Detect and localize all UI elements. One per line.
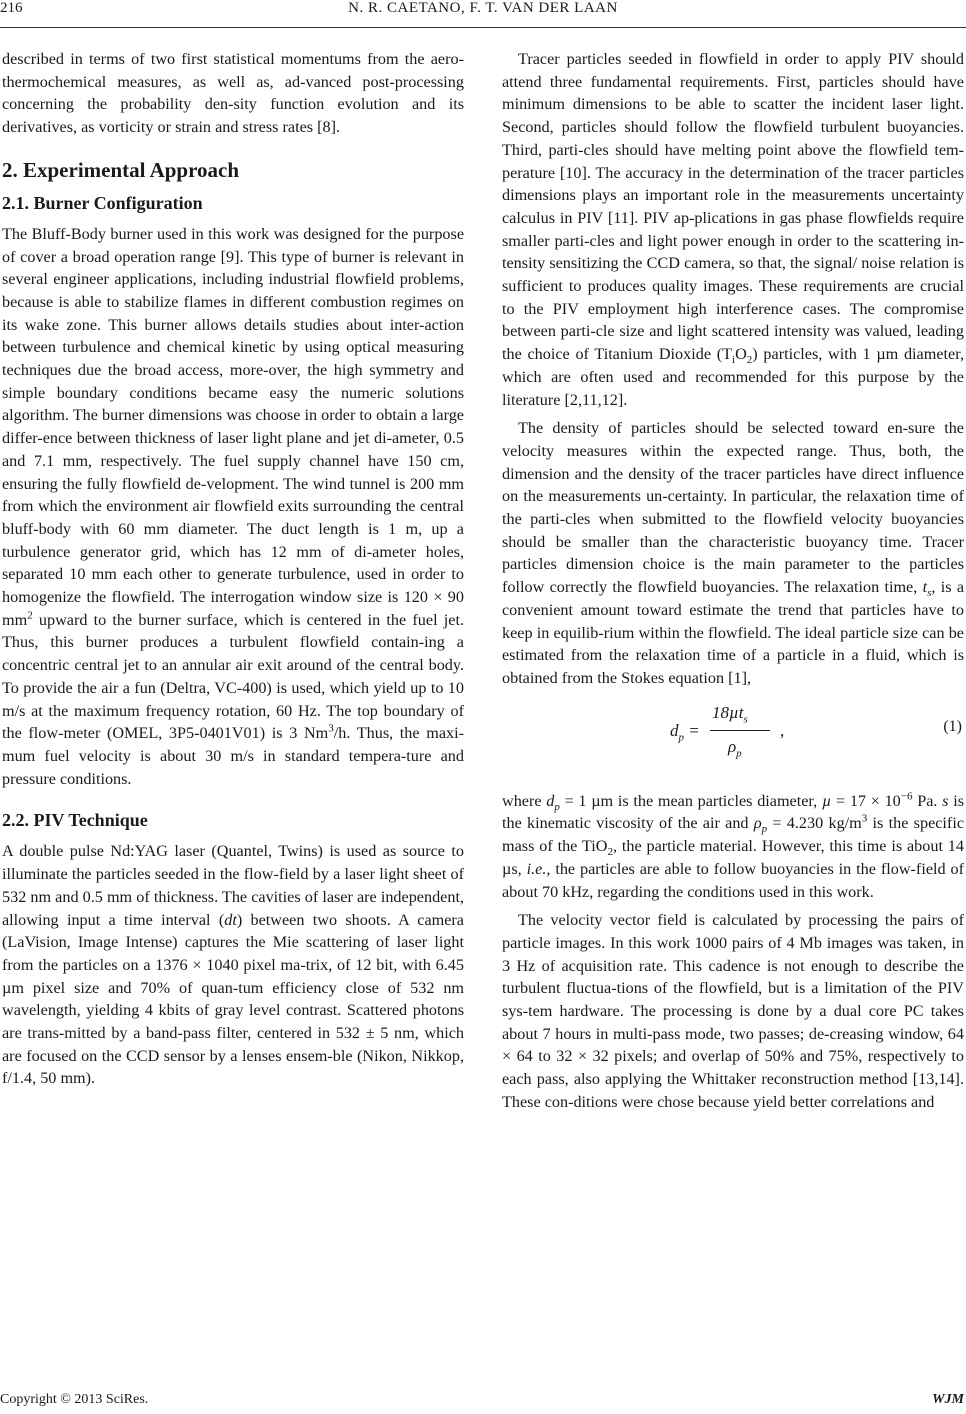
page-number: 216	[0, 0, 23, 16]
running-head: N. R. CAETANO, F. T. VAN DER LAAN	[348, 0, 618, 16]
paragraph-tracer: Tracer particles seeded in flowfield in order to apply PIV should attend three fundamental requirements. First, particles should have minimum dimensions to be able to scatter the incident laser light. Second, particles should follow the flowfield turbulent buoyancies. Third, parti-cles should have melting point above the flowfield tem-perature [10]. The accuracy in the determination of the tracer particles dimensions plays an important role in the measurements uncertainty calculus in PIV [11]. PIV ap-plications in gas phase flowfields require smaller parti-cles and light power enough in order to the scattering in-tensity sensitizing the CCD camera, so that, the signal/ noise relation is sufficient to produces quality images. These requirements are crucial to the PIV employment high interference cases. The compromise between parti-cle size and light scattered intensity was valued, leading the choice of Titanium Dioxide $(T_iO_2)$ particles, with 1 µm diameter, which are often used and recommended for this purpose by the literature [2,11,12].	[502, 50, 964, 409]
equation-number: (1)	[943, 717, 962, 735]
journal-abbrev: WJM	[932, 1392, 964, 1407]
paragraph-piv: A double pulse Nd:YAG laser (Quantel, Twins) is used as source to illuminate the particles seeded in the flow-field by a laser light sheet of 532 nm and 0.5 mm of thickness. The cavities of laser are independent, allowing input a time interval (dt) between two shoots. A camera (LaVision, Image Intense) captures the Mie scattering of laser light from the particles on a 1376 × 1040 pixel ma-trix, of 12 bit, with 6.45 µm pixel size and 70% of quan-tum efficiency close of 532 nm wavelength, yielding 4 kbits of gray level contrast. Scattered photons are trans-mitted by a band-pass filter, centered in 532 ± 5 nm, which are focused on the CCD sensor by a lenses ensem-ble (Nikon, Nikkop, f/1.4, 50 mm).	[2, 842, 464, 1088]
paragraph-density: The density of particles should be selected toward en-sure the velocity measures within the expected range. Thus, both, the dimension and the density of the tracer particles have direct influence on the measurements un-certainty. In particular, the relaxation time of the parti-cles when submitted to the flowfield velocity buoyancies should be smaller than the characteristic buoyancy time. Tracer particles dimension choice is the main parameter to the particles follow correctly the flowfield buoyancies. The relaxation time, $t_s$, is a convenient amount toward estimate the trend that particles have to keep in equilib-rium within the flowfield. The ideal particle size can be estimated from the relaxation time of a particle in a fluid, which is obtained from the Stokes equation [1],	[502, 419, 965, 687]
page-footer	[0, 1392, 966, 1414]
subsection-heading-piv: 2.2. PIV Technique	[2, 810, 148, 831]
header-rule	[0, 27, 966, 28]
right-column	[502, 48, 964, 1114]
paragraph-processing: The velocity vector field is calculated by processing the pairs of particle images. In this work 1000 pairs of 4 Mb images was taken, in 3 Hz of acquisition rate. This cadence is not enough to describe the turbulent fluctua-tions of the flowfield, but is a limitation of the PIV sys-tem hardware. The processing is done by a dual core PC takes about 7 hours in multi-pass mode, two passes; de-creasing window, 64 × 64 to 32 × 32 pixels; and overlap of 50% and 75%, respectively to each pass, also applying the Whittaker reconstruction method [13,14]. These con-ditions were chose because yield better correlations and	[502, 911, 964, 1111]
paragraph-continuation: described in terms of two first statistical momentums from the aero-thermochemical measures, as well as, ad-vanced post-processing concerning the probability den-sity function evolution and its derivatives, as vorticity or strain and stress rates [8].	[2, 50, 464, 137]
paragraph-burner: The Bluff-Body burner used in this work was designed for the purpose of cover a broad operation range [9]. This type of burner is relevant in several engineer applications, including industrial flowfield problems, because is able to stabilize flames in different combustion regimes on its wake zone. This burner allows details studies about inter-action between turbulence and chemical kinetic by using optical measuring techniques due the broad access, more-over, the high symmetry and simple boundary conditions became easy the numeric solutions algorithm. The burner dimensions was choose in order to obtain a large differ-ence between thickness of laser light plane and jet di-ameter, 0.5 and 7.1 mm, respectively. The fuel supply channel have 150 cm, ensuring the fully flowfield de-velopment. The wind tunnel is 200 mm from which the environment air flowfield exits surrounding the central bluff-body with 60 mm diameter. The duct length is 1 m, up a turbulence generator grid, which has 12 mm of di-ameter holes, separated 10 mm each other to generate turbulence, used in order to homogenize the flowfield. The interrogation window size is 120 × 90 $mm^2$ upward to the burner surface, which is centered in the fuel jet. Thus, this burner produces a turbulent flowfield contain-ing a concentric central jet to an annular air exit around of the central body. To provide the air a fun (Deltra, VC-400) is used, which yield up to 10 m/s at the maximum frequency rotation, 60 Hz. The top boundary of the flow-meter (OMEL, 3P5-0401V01) is 3 Nm$^3$/h. Thus, the maxi-mum fuel velocity is about 30 m/s in standard tempera-ture and pressure conditions.	[2, 224, 464, 788]
subsection-heading-burner: 2.1. Burner Configuration	[2, 192, 203, 213]
paragraph-where: where $d_p = 1$ µm is the mean particles diameter, $\mu = 17 \times 10^{-6}$ Pa. s is the kinematic viscosity of the air and $\rho_p = 4.230$ $kg/m^3$ is the specific mass of the TiO$_2$, the particle material. However, this time is about 14 µs, i.e., the particles are able to follow buoyancies in the flow-field of about 70 kHz, regarding the conditions used in this work.	[502, 790, 965, 901]
section-heading: 2. Experimental Approach	[2, 157, 240, 182]
left-column	[2, 48, 464, 1090]
copyright-notice: Copyright © 2013 SciRes.	[0, 1392, 149, 1407]
equation-1: $d_p$ = 18µt$_s$ $\rho_p$ , (1)	[670, 702, 962, 760]
page-header	[0, 0, 966, 40]
